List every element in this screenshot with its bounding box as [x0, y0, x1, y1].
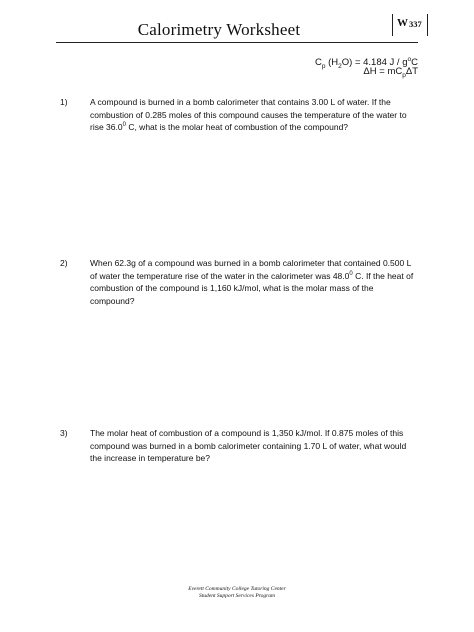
question-text	[90, 427, 420, 465]
question-text-part: When 62.3g of a compound was burned in a bomb calorimeter that contained 0.500 L of water the temperature rise of the water in the calorimeter was 48.0	[90, 258, 411, 281]
heat-equation-subscript: p	[402, 71, 406, 79]
question-text	[90, 96, 420, 134]
question-number: 3)	[60, 428, 68, 438]
cp-symbol: C	[314, 57, 322, 69]
page-title: Calorimetry Worksheet	[137, 20, 301, 39]
h2o-subscript: 2	[338, 63, 342, 71]
question-3	[60, 427, 420, 465]
worksheet-code-number: 337	[409, 19, 422, 29]
question-1	[60, 96, 420, 134]
footer-program: Student Support Services Program	[198, 593, 276, 599]
question-2	[60, 257, 420, 307]
worksheet-code-box	[392, 14, 428, 36]
h-symbol: (H	[325, 57, 339, 69]
cp-subscript: p	[321, 63, 326, 71]
question-text-part: The molar heat of combustion of a compound is 1,350 kJ/mol. If 0.875 moles of this compound was burned in a bomb calorimeter containing 1.70 L of water, what would the increase in temperature be?	[90, 428, 407, 463]
question-text-part: C. If the heat of combustion of the compound is 1,160 kJ/mol, what is the molar mass of the compound?	[90, 270, 414, 306]
question-number: 2)	[60, 258, 68, 268]
heat-equation-right: ΔT	[405, 66, 418, 77]
degree-mark: 0	[122, 122, 126, 129]
degree-mark: 0	[349, 270, 353, 277]
footer-institution: Everett Community College Tutoring Center	[188, 586, 286, 592]
question-text-part: C, what is the molar heat of combustion of the compound?	[125, 122, 349, 132]
celsius-unit: C	[411, 57, 418, 69]
specific-heat-value: O) = 4.184 J / g	[341, 57, 408, 69]
degree-mark: o	[407, 56, 412, 63]
heat-equation-left: ΔH = mC	[363, 66, 403, 77]
question-text-part: A compound is burned in a bomb calorimeter that contains 3.00 L of water. If the combustion of 0.285 moles of this compound causes the temperature of the water to rise 36.0	[90, 97, 407, 132]
question-text	[90, 257, 420, 307]
worksheet-code-letter: W	[397, 17, 408, 29]
title-divider	[56, 42, 418, 43]
question-number: 1)	[60, 97, 68, 107]
heat-equation	[218, 66, 418, 81]
